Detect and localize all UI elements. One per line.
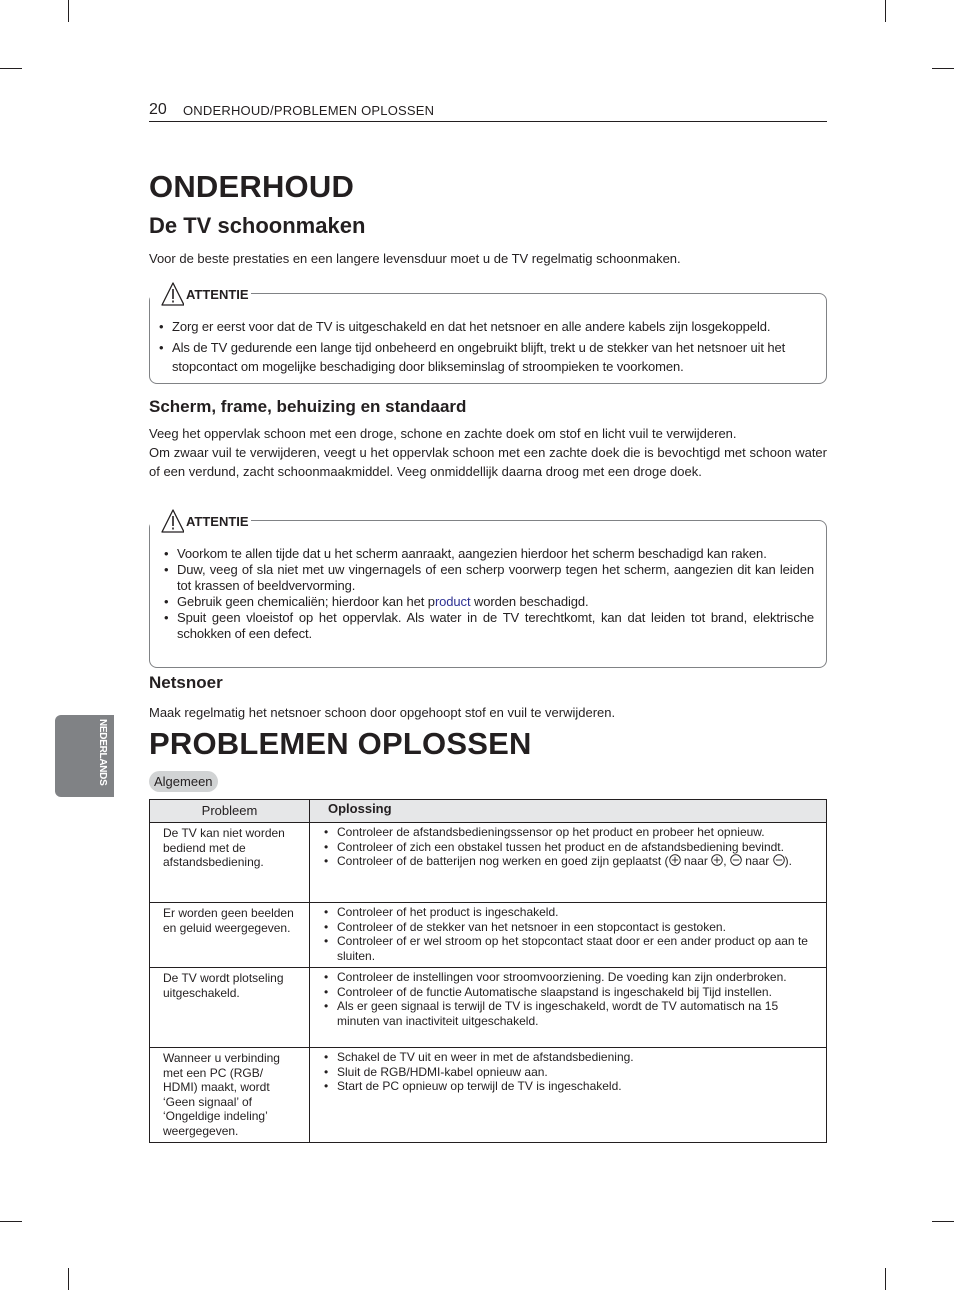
troubleshooting-title: PROBLEMEN OPLOSSEN [149, 726, 532, 761]
caution-item: • Duw, veeg of sla niet met uw vingernagels of een scherp voorwerp tegen het scherm, aangezien dit kan leiden tot krassen of beeldvervorming. [164, 562, 814, 594]
caution-item: • Als de TV gedurende een lange tijd onbeheerd en ongebruikt blijft, trekt u de stekker van het netsnoer uit het stopcontact om mogelijke beschadiging door blikseminslag of stroompieken te voorkomen. [159, 338, 819, 376]
maintenance-title: ONDERHOUD [149, 169, 355, 204]
solution-text: , [723, 854, 730, 868]
troubleshooting-table [149, 799, 827, 1143]
solution-text: Controleer of de batterijen nog werken en goed zijn geplaatst ( [337, 854, 669, 868]
solution-item: • Controleer of het product is ingeschakeld. [324, 905, 816, 920]
caution-label-text: ATTENTIE [186, 513, 249, 529]
solution-item: • Controleer de afstandsbedieningssensor op het product en probeer het opnieuw. [324, 825, 816, 840]
screen-paragraph-1: Veeg het oppervlak schoon met een droge, schone en zachte doek om stof en licht vuil te verwijderen. [149, 426, 737, 441]
warning-icon [150, 508, 184, 534]
battery-plus-icon [669, 854, 681, 866]
caution-item: • Zorg er eerst voor dat de TV is uitgeschakeld en dat het netsnoer en alle andere kabels zijn losgekoppeld. [159, 319, 819, 335]
power-cord-text: Maak regelmatig het netsnoer schoon door opgehoopt stof en vuil te verwijderen. [149, 705, 616, 720]
solution-item: • Controleer of zich een obstakel tussen het product en de afstandsbediening bevindt. [324, 840, 816, 855]
problem-cell: De TV wordt plotseling uitgeschakeld. [150, 968, 310, 1048]
solution-text: ). [784, 854, 792, 868]
caution-label [150, 281, 251, 307]
battery-minus-icon [730, 854, 742, 866]
screen-heading: Scherm, frame, behuizing en standaard [149, 397, 467, 416]
crop-mark [885, 0, 886, 22]
table-row [150, 1048, 827, 1143]
page-header [149, 100, 827, 122]
caution-box [149, 286, 827, 384]
solution-item: • Controleer of de stekker van het netsnoer in een stopcontact is gestoken. [324, 920, 816, 935]
caution-item: • Voorkom te allen tijde dat u het scherm aanraakt, aangezien hierdoor het scherm beschadigd kan raken. [164, 546, 814, 562]
column-header-problem: Probleem [150, 800, 310, 823]
caution-item [164, 594, 814, 610]
battery-minus-icon [773, 854, 785, 866]
crop-mark [932, 1221, 954, 1222]
caution-label-text: ATTENTIE [186, 286, 249, 302]
solution-item: • Schakel de TV uit en weer in met de afstandsbediening. [324, 1050, 816, 1065]
page-number: 20 [149, 101, 167, 118]
solution-cell [310, 968, 827, 1048]
caution-item-text: Gebruik geen chemicaliën; hierdoor kan het p [177, 594, 435, 609]
screen-paragraph-2: Om zwaar vuil te verwijderen, veegt u het oppervlak schoon met een zachte doek die is bevochtigd met schoon water of een verdund, zacht schoonmaakmiddel. Veeg onmiddellijk daarna droog met een droge doek. [149, 445, 827, 479]
caution-item-text: worden beschadigd. [470, 594, 589, 609]
cleaning-intro: Voor de beste prestaties en een langere levensduur moet u de TV regelmatig schoonmaken. [149, 251, 681, 266]
solution-item: • Controleer of de functie Automatische slaapstand is ingeschakeld bij Tijd instellen. [324, 985, 816, 1000]
caution-label [150, 508, 251, 534]
solution-text: naar [741, 854, 773, 868]
solution-text: naar [680, 854, 712, 868]
category-badge: Algemeen [149, 771, 218, 792]
cleaning-subtitle: De TV schoonmaken [149, 213, 366, 238]
table-row [150, 968, 827, 1048]
caution-box [149, 513, 827, 668]
problem-cell: De TV kan niet worden bediend met de afstandsbediening. [150, 823, 310, 903]
table-row [150, 903, 827, 968]
crop-mark [0, 68, 22, 69]
power-cord-heading: Netsnoer [149, 673, 223, 692]
solution-cell [310, 903, 827, 968]
language-tab [55, 715, 114, 797]
running-title: ONDERHOUD/PROBLEMEN OPLOSSEN [183, 103, 435, 118]
caution-item: • Spuit geen vloeistof op het oppervlak. Als water in de TV terechtkomt, kan dat leiden tot brand, elektrische schokken of een defect. [164, 610, 814, 642]
column-header-solution: Oplossing [310, 800, 827, 823]
solution-item: • Sluit de RGB/HDMI-kabel opnieuw aan. [324, 1065, 816, 1080]
solution-cell [310, 823, 827, 903]
problem-cell: Er worden geen beelden en geluid weergegeven. [150, 903, 310, 968]
solution-item: • Controleer of er wel stroom op het stopcontact staat door er een ander product op aan te sluiten. [324, 934, 816, 963]
crop-mark [0, 1221, 22, 1222]
crop-mark [68, 1268, 69, 1290]
solution-cell [310, 1048, 827, 1143]
solution-item: • Als er geen signaal is terwijl de TV is ingeschakeld, wordt de TV automatisch na 15 minuten van inactiviteit uitgeschakeld. [324, 999, 816, 1028]
crop-mark [932, 68, 954, 69]
table-header-row [150, 800, 827, 823]
caution-list [159, 319, 819, 376]
language-tab-label: NEDERLANDS [97, 719, 108, 786]
solution-item: • Start de PC opnieuw op terwijl de TV is ingeschakeld. [324, 1079, 816, 1094]
battery-plus-icon [711, 854, 723, 866]
crop-mark [68, 0, 69, 22]
warning-icon [150, 281, 184, 307]
problem-cell: Wanneer u verbinding met een PC (RGB/ HDMI) maakt, wordt ‘Geen signaal’ of ‘Ongeldige indeling’ weergegeven. [150, 1048, 310, 1143]
solution-item [324, 854, 816, 869]
solution-item: • Controleer de instellingen voor stroomvoorziening. De voeding kan zijn onderbroken. [324, 970, 816, 985]
crop-mark [885, 1268, 886, 1290]
product-link[interactable]: roduct [434, 594, 471, 609]
caution-list [164, 546, 814, 642]
table-row [150, 823, 827, 903]
